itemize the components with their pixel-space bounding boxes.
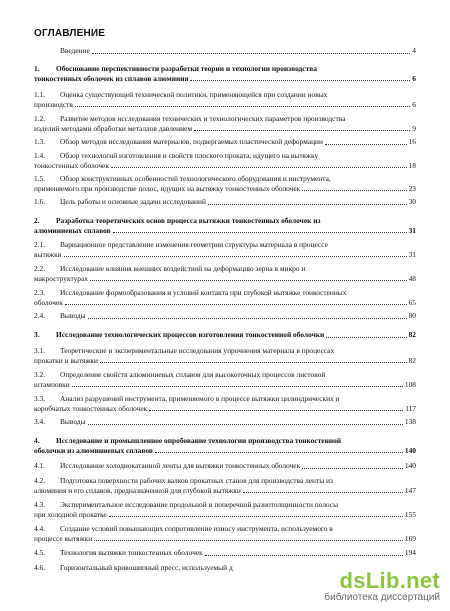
toc-leader-dots — [302, 190, 406, 191]
toc-entry-line — [34, 288, 416, 298]
toc-entry-line — [34, 417, 416, 427]
toc-entry — [34, 330, 416, 340]
dslib-watermark-logo — [324, 568, 440, 603]
toc-entry-text: Определение свойств алюминиевых сплавов для высокоточных процессов листовой — [60, 370, 326, 379]
toc-entry-number: 1.3. — [34, 137, 46, 146]
toc-entry — [34, 417, 416, 427]
toc-entry-text: Вариационное представление изменения геометрии структуры материала в процессе — [60, 240, 328, 249]
toc-entry-text: Экспериментальное исследование продольной и поперечной разнотолщинности полосы — [60, 500, 339, 509]
toc-entry-line — [34, 476, 416, 486]
toc-page-number: 30 — [408, 197, 416, 206]
toc-entry-line — [34, 500, 416, 510]
toc-page-number: 6 — [412, 73, 416, 83]
toc-entry-line — [34, 250, 416, 260]
toc-page-number: 108 — [404, 379, 416, 389]
toc-entry — [34, 476, 416, 495]
toc-leader-dots — [94, 540, 403, 541]
toc-entry — [34, 288, 416, 307]
toc-entry-number: 2.2. — [34, 264, 46, 273]
toc-entry-text: алюминия и его сплавов, предназначенной для глубокой вытяжки — [34, 485, 241, 495]
toc-entry-text: процессе вытяжки — [34, 533, 93, 543]
toc-entry-number: 4.1. — [34, 461, 46, 470]
watermark-brand: dsLib.net — [339, 568, 440, 593]
toc-entry-line — [34, 394, 416, 404]
toc-entry-line — [34, 100, 416, 110]
toc-entry — [34, 64, 416, 83]
toc-entry-line — [34, 226, 416, 236]
toc-entry-text: Выводы — [60, 417, 86, 426]
toc-entry-text: алюминиевых сплавов — [34, 225, 111, 235]
toc-entry-text: тонкостенных оболочек — [34, 160, 109, 170]
toc-entry-text: Развитие методов исследования технических и технологических параметров производства — [60, 114, 346, 123]
toc-entry — [34, 174, 416, 193]
toc-page-number: 6 — [412, 99, 416, 109]
toc-entry-text: Создание условий повышающих сопротивление износу инструмента, используемого в — [60, 524, 333, 533]
toc-entry-text: изделий методами обработки металлов давлением — [34, 123, 193, 133]
toc-page-number: 31 — [408, 249, 416, 259]
toc-entry-text: штамповки — [34, 379, 70, 389]
toc-entry — [34, 240, 416, 259]
toc-leader-dots — [72, 386, 403, 387]
toc-entry-number: 3.2. — [34, 370, 46, 379]
toc-leader-dots — [75, 106, 410, 107]
toc-entry-text: макроструктурах — [34, 273, 88, 283]
toc-entry — [34, 346, 416, 365]
toc-page-number: 82 — [408, 330, 416, 339]
toc-leader-dots — [205, 555, 403, 556]
toc-leader-dots — [113, 232, 407, 233]
toc-page-number: 18 — [408, 160, 416, 170]
toc-entry-text: Горизонтальный кривошипный пресс, используемый д — [60, 563, 233, 572]
toc-page-number: 147 — [404, 485, 416, 495]
toc-page-number: 82 — [408, 355, 416, 365]
toc-leader-dots — [243, 492, 403, 493]
toc-entry-text: прокатки и вытяжки — [34, 355, 98, 365]
toc-entry — [34, 370, 416, 389]
toc-entry-number: 3. — [34, 330, 40, 339]
toc-entry-text: производств — [34, 99, 73, 109]
toc-entry-line — [34, 151, 416, 161]
toc-entry-line — [34, 64, 416, 74]
toc-entry-line — [34, 524, 416, 534]
toc-entry-line — [34, 161, 416, 171]
toc-page-number: 80 — [408, 311, 416, 320]
toc-entry-line — [34, 74, 416, 84]
toc-page-number: 194 — [404, 548, 416, 557]
toc-entry-text: вытяжки — [34, 249, 62, 259]
toc-entry-number: 4.6. — [34, 563, 46, 572]
toc-leader-dots — [64, 256, 407, 257]
toc-entry-line — [34, 264, 416, 274]
toc-entry-text: Обзор методов исследования материалов, подвергаемых пластической деформации — [60, 137, 323, 146]
toc-page-number: 169 — [404, 533, 416, 543]
toc-entry-number: 1. — [34, 64, 40, 73]
toc-entry-line — [34, 461, 416, 471]
toc-entry-text: Исследование влияния внешних воздействий на деформацию зерна в микро и — [60, 264, 306, 273]
toc-entry-number: 1.4. — [34, 151, 46, 160]
toc-entry-number: 4.3. — [34, 500, 46, 509]
toc-leader-dots — [149, 410, 403, 411]
toc-entry — [34, 151, 416, 170]
toc-entry-line — [34, 124, 416, 134]
toc-entry-text: Исследование и промышленное опробование технологии производства тонкостенной — [56, 436, 342, 445]
toc-entry-number: 2.3. — [34, 288, 46, 297]
toc-entry — [34, 548, 416, 558]
toc-page-number: 31 — [408, 225, 416, 235]
toc-entry-text: применяемого при производстве полос, идущих на вытяжку тонкостенных оболочек — [34, 183, 301, 193]
toc-leader-dots — [325, 144, 407, 145]
toc-entry-line — [34, 90, 416, 100]
toc-entry-line — [34, 356, 416, 366]
toc-entry-number: 3.4. — [34, 417, 46, 426]
toc-entry-number: 2.1. — [34, 240, 46, 249]
toc-entry-line — [34, 137, 416, 147]
toc-entry-text: Обзор конструктивных особенностей технологического оборудования и инструмента, — [60, 174, 331, 183]
toc-entry-number: 1.5. — [34, 174, 46, 183]
toc-entry-number: 2. — [34, 216, 40, 225]
toc-entry-line — [34, 46, 416, 56]
toc-entry-number: 1.1. — [34, 90, 46, 99]
toc-page-number: 4 — [412, 46, 416, 55]
toc-entry-text: Исследование формообразования и условий контакта при глубокой вытяжке тонкостенных — [60, 288, 347, 297]
toc-leader-dots — [92, 53, 411, 54]
toc-entry-number: 4.2. — [34, 476, 46, 485]
toc-leader-dots — [190, 80, 410, 81]
toc-entry-number: 1.2. — [34, 114, 46, 123]
toc-entry-text: при холодной прокатке — [34, 509, 107, 519]
toc-page-number: 9 — [412, 123, 416, 133]
toc-entry — [34, 394, 416, 413]
toc-entry — [34, 436, 416, 455]
toc-entry — [34, 461, 416, 471]
toc-entry-line — [34, 298, 416, 308]
toc-entry-text: Исследование технологических процессов изготовления тонкостенной оболочки — [56, 330, 325, 339]
toc-leader-dots — [109, 516, 403, 517]
toc-entry-line — [34, 380, 416, 390]
toc-page-number: 155 — [404, 509, 416, 519]
toc-page-number: 16 — [408, 137, 416, 146]
toc-leader-dots — [88, 318, 407, 319]
toc-page-number: 23 — [408, 183, 416, 193]
toc-entry — [34, 114, 416, 133]
toc-entry-line — [34, 486, 416, 496]
toc-entry — [34, 264, 416, 283]
toc-entry-line — [34, 548, 416, 558]
toc-entry-text: коробчатых тонкостенных оболочек — [34, 403, 148, 413]
toc-entry-text: оболочки из алюминиевых сплавов — [34, 445, 153, 455]
toc-leader-dots — [302, 468, 403, 469]
toc-entry-text: Исследование холоднокатанной ленты для вытяжки тонкостенных оболочек — [60, 461, 301, 470]
toc-leader-dots — [208, 204, 407, 205]
toc-entry-text: Технология вытяжки тонкостенных оболочек — [60, 548, 203, 557]
toc-entry-line — [34, 446, 416, 456]
toc-entry-line — [34, 274, 416, 284]
toc-page-number: 48 — [408, 273, 416, 283]
toc-leader-dots — [155, 452, 403, 453]
toc-title: ОГЛАВЛЕНИЕ — [34, 28, 106, 39]
toc-entry-line — [34, 404, 416, 414]
toc-entry-line — [34, 174, 416, 184]
watermark-subtitle: библиотека диссертаций — [324, 592, 440, 603]
toc-leader-dots — [111, 167, 407, 168]
toc-leader-dots — [88, 424, 403, 425]
toc-entry — [34, 311, 416, 321]
toc-entry — [34, 216, 416, 235]
toc-leader-dots — [194, 130, 410, 131]
toc-entry — [34, 524, 416, 543]
toc-leader-dots — [100, 362, 407, 363]
toc-page-number: 140 — [404, 445, 416, 455]
toc-entry-line — [34, 346, 416, 356]
toc-page-number: 138 — [404, 417, 416, 426]
toc-entry-text: Подготовка поверхности рабочих валков прокатных станов для производства ленты из — [60, 476, 333, 485]
toc-entry — [34, 137, 416, 147]
toc-entry-text: тонкостенных оболочек из сплавов алюминия — [34, 73, 189, 83]
toc-entry-line — [34, 436, 416, 446]
toc-entry — [34, 90, 416, 109]
toc-entry-text: оболочек — [34, 297, 63, 307]
toc-page-number: 65 — [408, 297, 416, 307]
toc-entry-number: 4.4. — [34, 524, 46, 533]
toc-entry-number: 4. — [34, 436, 40, 445]
toc-entry-text: Теоретические и экспериментальные исследования упрочнения материала в процессах — [60, 346, 335, 355]
toc-leader-dots — [90, 280, 407, 281]
toc-leader-dots — [65, 304, 407, 305]
toc-entry-line — [34, 370, 416, 380]
toc-entry-line — [34, 114, 416, 124]
toc-page-number: 140 — [404, 461, 416, 470]
toc-entry-line — [34, 311, 416, 321]
toc-leader-dots — [326, 337, 406, 338]
toc-entry-line — [34, 330, 416, 340]
toc-entry-text: Обзор технологий изготовления и свойств плоского проката, идущего на вытяжку — [60, 151, 319, 160]
toc-entry-number: 3.3. — [34, 394, 46, 403]
toc-entry-number: 2.4. — [34, 311, 46, 320]
toc-entry-line — [34, 534, 416, 544]
toc-entry-text: Цель работы и основные задачи исследований — [60, 197, 206, 206]
toc-entry — [34, 197, 416, 207]
toc-entry-text: Введение — [60, 46, 90, 55]
toc-entry-line — [34, 240, 416, 250]
toc-entry-text: Выводы — [60, 311, 86, 320]
toc-entry-line — [34, 197, 416, 207]
toc-entry-line — [34, 184, 416, 194]
toc-entry-text: Оценка существующей технической политики, применяющейся при создании новых — [60, 90, 328, 99]
toc-entry-text: Анализ разрушений инструмента, применяемого в процессе вытяжки цилиндрических и — [60, 394, 340, 403]
toc-entry-line — [34, 510, 416, 520]
toc-entry — [34, 500, 416, 519]
toc-entry-text: Обоснование перспективности разработки теории и технологии производства — [56, 64, 317, 73]
toc-entry-line — [34, 216, 416, 226]
toc-entry-number: 1.6. — [34, 197, 46, 206]
toc-page-number: 117 — [405, 403, 416, 413]
toc-entry-number: 4.5. — [34, 548, 46, 557]
toc-entry-text: Разработка теоретических основ процесса вытяжки тонкостенных оболочек из — [56, 216, 321, 225]
toc-entry-number: 3.1. — [34, 346, 46, 355]
toc-entry — [34, 46, 416, 56]
